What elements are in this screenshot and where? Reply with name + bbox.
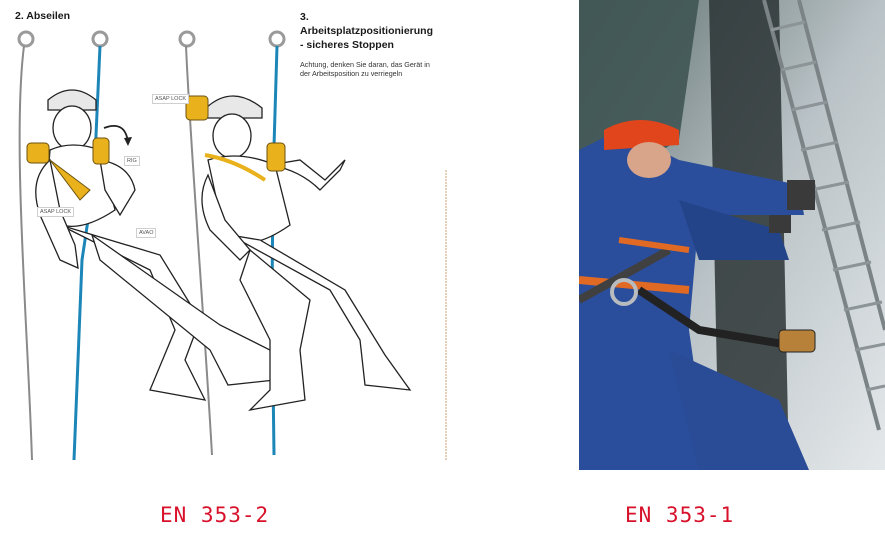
step-2-title: 2. Abseilen — [15, 10, 71, 22]
photo-drawing — [579, 0, 885, 470]
backup-rope-left — [20, 46, 32, 460]
rig-device-right — [267, 143, 285, 171]
label-asap-lock-right: ASAP LOCK — [152, 94, 189, 104]
ladder-worker-photo — [579, 0, 885, 470]
anchor-icon — [19, 32, 284, 46]
step-3-note: Achtung, denken Sie daran, das Gerät in der Arbeitsposition zu verriegeln — [300, 60, 430, 78]
label-avao: AVAO — [136, 228, 156, 238]
asap-lock-device-left — [27, 143, 49, 163]
label-rig: RIG — [124, 156, 140, 166]
step-3-title-line2: - sicheres Stoppen — [300, 39, 394, 51]
label-asap-lock-left: ASAP LOCK — [37, 207, 74, 217]
step-3-title-line1: Arbeitsplatzpositionierung — [300, 25, 434, 37]
fall-arrester-device — [779, 330, 815, 352]
caption-en-353-2: EN 353-2 — [160, 503, 270, 527]
asap-lock-device-right — [186, 96, 208, 120]
step-3-number: 3. — [300, 11, 309, 23]
rig-descender-device — [93, 138, 109, 164]
abseiling-illustration — [0, 0, 455, 462]
caption-en-353-1: EN 353-1 — [625, 503, 735, 527]
